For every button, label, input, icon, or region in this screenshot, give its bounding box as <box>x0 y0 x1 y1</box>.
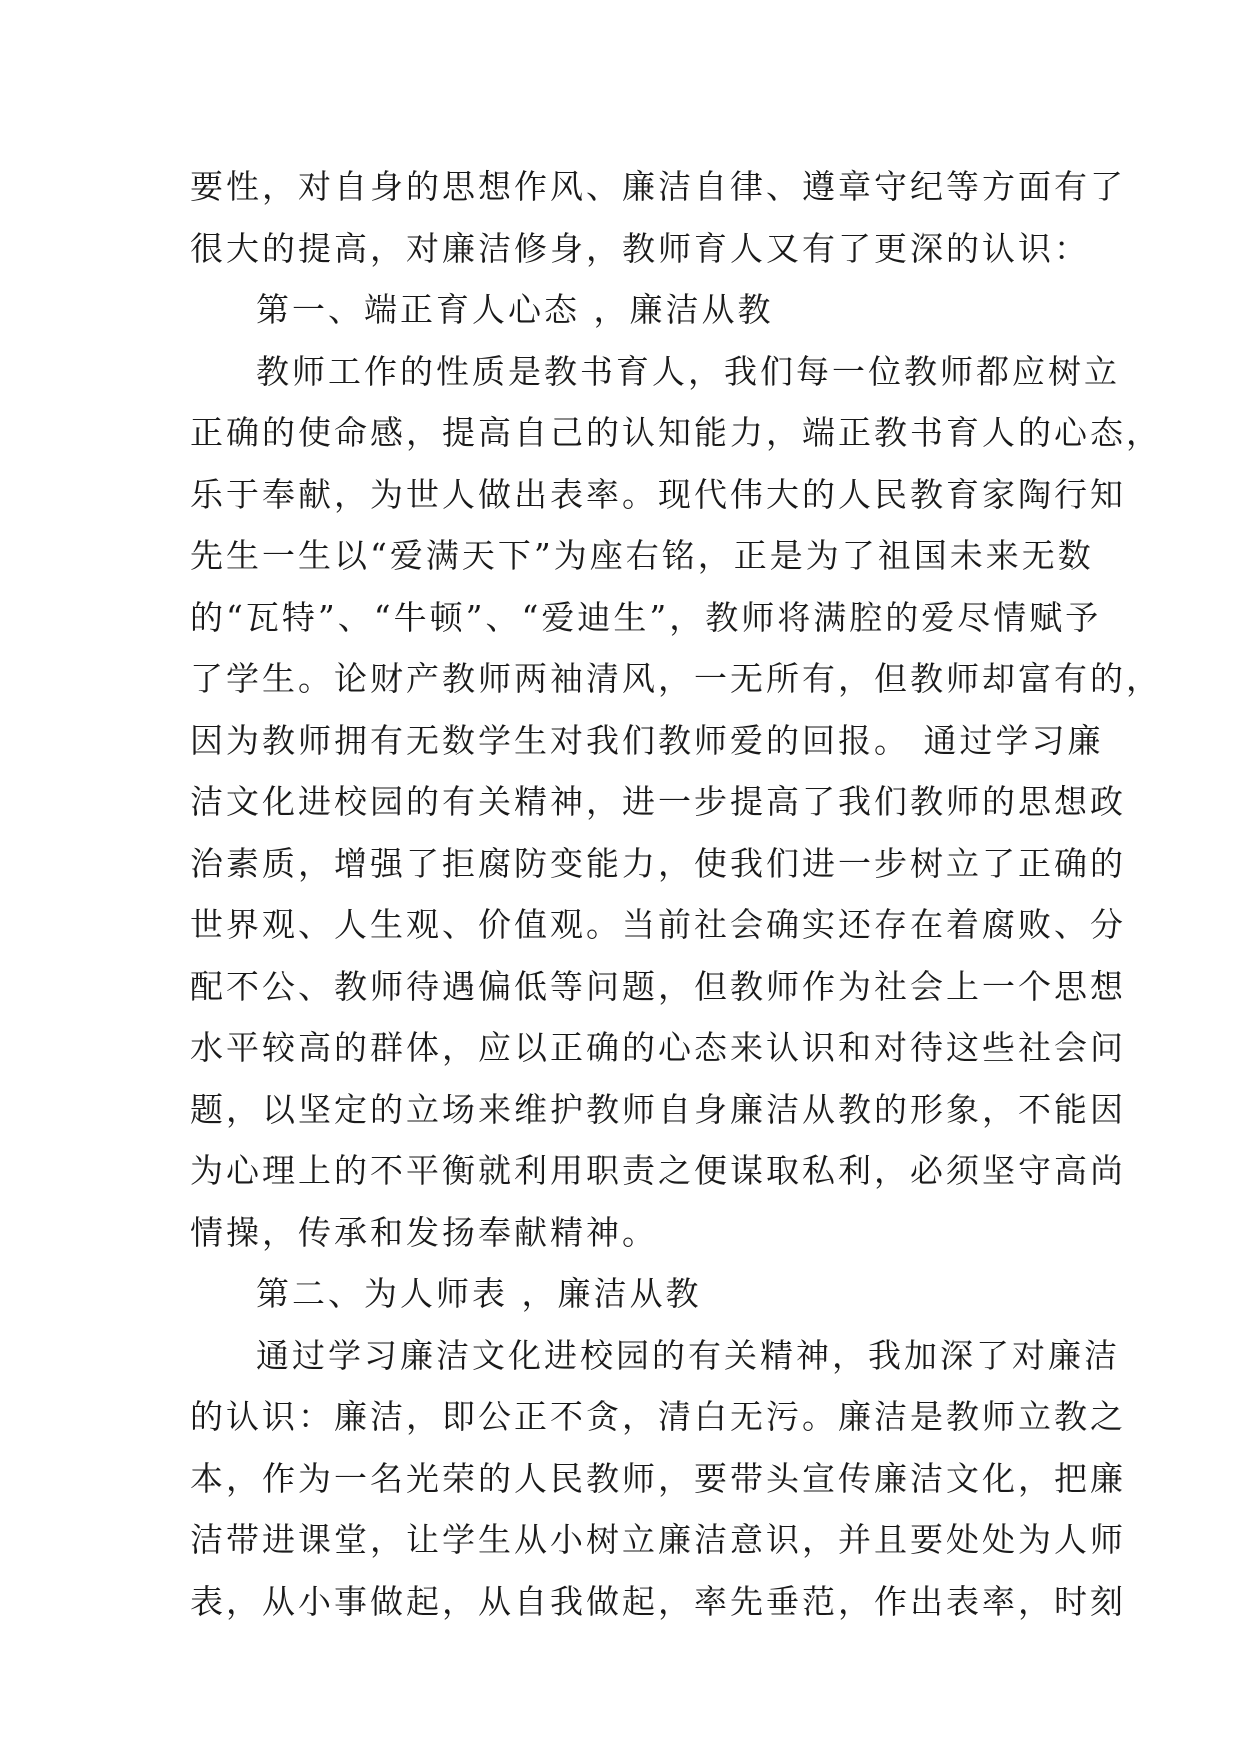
text-line: 的“瓦特”、“牛顿”、“爱迪生”，教师将满腔的爱尽情赋予 <box>190 597 1102 637</box>
text-line: 表，从小事做起，从自我做起，率先垂范，作出表率，时刻 <box>190 1581 1126 1621</box>
text-line: 因为教师拥有无数学生对我们教师爱的回报。 通过学习廉 <box>190 720 1104 760</box>
text-line: 洁文化进校园的有关精神，进一步提高了我们教师的思想政 <box>190 782 1126 821</box>
text-line: 正确的使命感，提高自己的认知能力，端正教书育人的心态， <box>190 413 1162 452</box>
text-line: 了学生。论财产教师两袖清风，一无所有，但教师却富有的， <box>190 659 1162 698</box>
document-body <box>190 156 1162 1632</box>
text-line: 要性，对自身的思想作风、廉洁自律、遵章守纪等方面有了 <box>190 167 1126 206</box>
text-line: 乐于奉献，为世人做出表率。现代伟大的人民教育家陶行知 <box>190 474 1126 514</box>
section-heading: 第一、端正育人心态 ，廉洁从教 <box>256 290 774 329</box>
text-line: 为心理上的不平衡就利用职责之便谋取私利，必须坚守高尚 <box>190 1151 1126 1190</box>
text-line: 教师工作的性质是教书育人，我们每一位教师都应树立 <box>256 351 1120 391</box>
text-line: 洁带进课堂，让学生从小树立廉洁意识，并且要处处为人师 <box>190 1520 1126 1559</box>
text-line: 配不公、教师待遇偏低等问题，但教师作为社会上一个思想 <box>190 966 1126 1006</box>
text-line: 题，以坚定的立场来维护教师自身廉洁从教的形象，不能因 <box>190 1089 1126 1129</box>
text-line: 治素质，增强了拒腐防变能力，使我们进一步树立了正确的 <box>190 843 1126 883</box>
text-line: 很大的提高，对廉洁修身，教师育人又有了更深的认识： <box>190 228 1090 268</box>
section-heading: 第二、为人师表 ，廉洁从教 <box>256 1274 702 1313</box>
text-line: 本，作为一名光荣的人民教师，要带头宣传廉洁文化，把廉 <box>190 1458 1126 1498</box>
text-line: 的认识：廉洁，即公正不贪，清白无污。廉洁是教师立教之 <box>190 1397 1126 1436</box>
text-line: 世界观、人生观、价值观。当前社会确实还存在着腐败、分 <box>190 905 1126 944</box>
text-line: 情操，传承和发扬奉献精神。 <box>190 1212 658 1252</box>
text-line: 水平较高的群体，应以正确的心态来认识和对待这些社会问 <box>190 1028 1126 1067</box>
text-line: 先生一生以“爱满天下”为座右铭，正是为了祖国未来无数 <box>190 536 1094 575</box>
text-line: 通过学习廉洁文化进校园的有关精神，我加深了对廉洁 <box>256 1335 1120 1375</box>
